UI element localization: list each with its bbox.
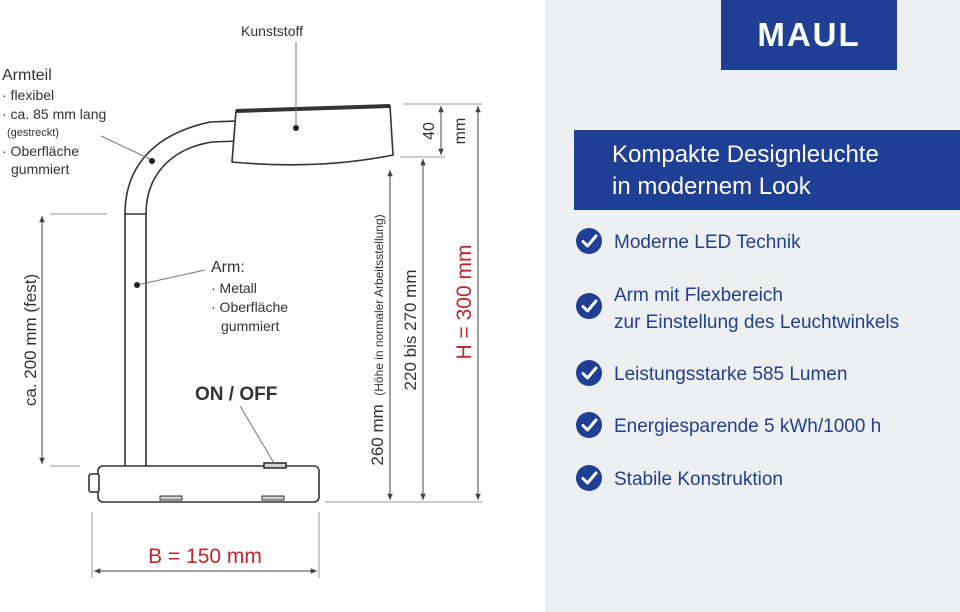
dim-width-label: B = 150 mm [148,545,262,568]
feature-text: Leistungsstarke 585 Lumen [614,364,848,385]
arm-line2: · Oberfläche [211,299,289,315]
feature-item [575,282,899,336]
headline-banner [574,130,960,210]
check-circle-icon [575,464,603,492]
check-circle-icon [575,411,603,439]
feature-text: Moderne LED Technik [614,232,801,253]
label-armteil [2,67,106,177]
arm-line1: · Metall [211,280,257,296]
armteil-line5: gummiert [11,161,70,177]
headline-line-1: Kompakte Designleuchte [612,141,879,168]
feature-item [575,413,881,440]
dim-work-value: 260 mm [368,404,387,466]
feature-text: Stabile Konstruktion [614,469,783,490]
dim-range-label: 220 bis 270 mm [401,269,420,391]
feature-item [575,361,847,388]
armteil-title: Armteil [2,67,52,84]
dim-arm-label: ca. 200 mm (fest) [21,273,40,407]
dim-head-unit: mm [452,117,469,145]
feature-item [575,229,801,256]
label-kunststoff: Kunststoff [241,23,304,39]
dim-work-height-label [368,214,387,465]
dim-work-note: (Höhe in normaler Arbeitsstellung) [372,214,386,396]
feature-text-block [614,282,899,336]
logo-text: MAUL [757,16,861,53]
feature-text: Arm mit Flexbereich [614,285,783,306]
lamp-base [98,466,319,502]
check-circle-icon [575,359,603,387]
arm-line3: gummiert [221,318,280,334]
arm-title: Arm: [211,259,245,276]
feature-item [575,466,783,493]
lamp-arm [125,210,146,468]
dim-head-value: 40 [421,122,438,140]
power-switch [264,463,286,468]
armteil-line2: · ca. 85 mm lang [2,106,107,122]
armteil-line4: · Oberfläche [2,143,80,159]
lamp-flex-arm [125,121,238,214]
feature-text: Energiesparende 5 kWh/1000 h [614,416,882,437]
dim-total-height-label: H = 300 mm [453,244,476,360]
maul-logo [721,0,897,70]
feature-text-line-2: zur Einstellung des Leuchtwinkels [614,312,900,333]
armteil-line3: (gestreckt) [7,127,59,139]
armteil-line1: · flexibel [2,87,55,103]
check-circle-icon [575,227,603,255]
headline-line-2: in modernem Look [612,173,811,200]
label-on-off: ON / OFF [195,384,278,405]
lamp-head [232,106,393,165]
label-arm [211,259,288,334]
check-circle-icon [575,292,603,320]
